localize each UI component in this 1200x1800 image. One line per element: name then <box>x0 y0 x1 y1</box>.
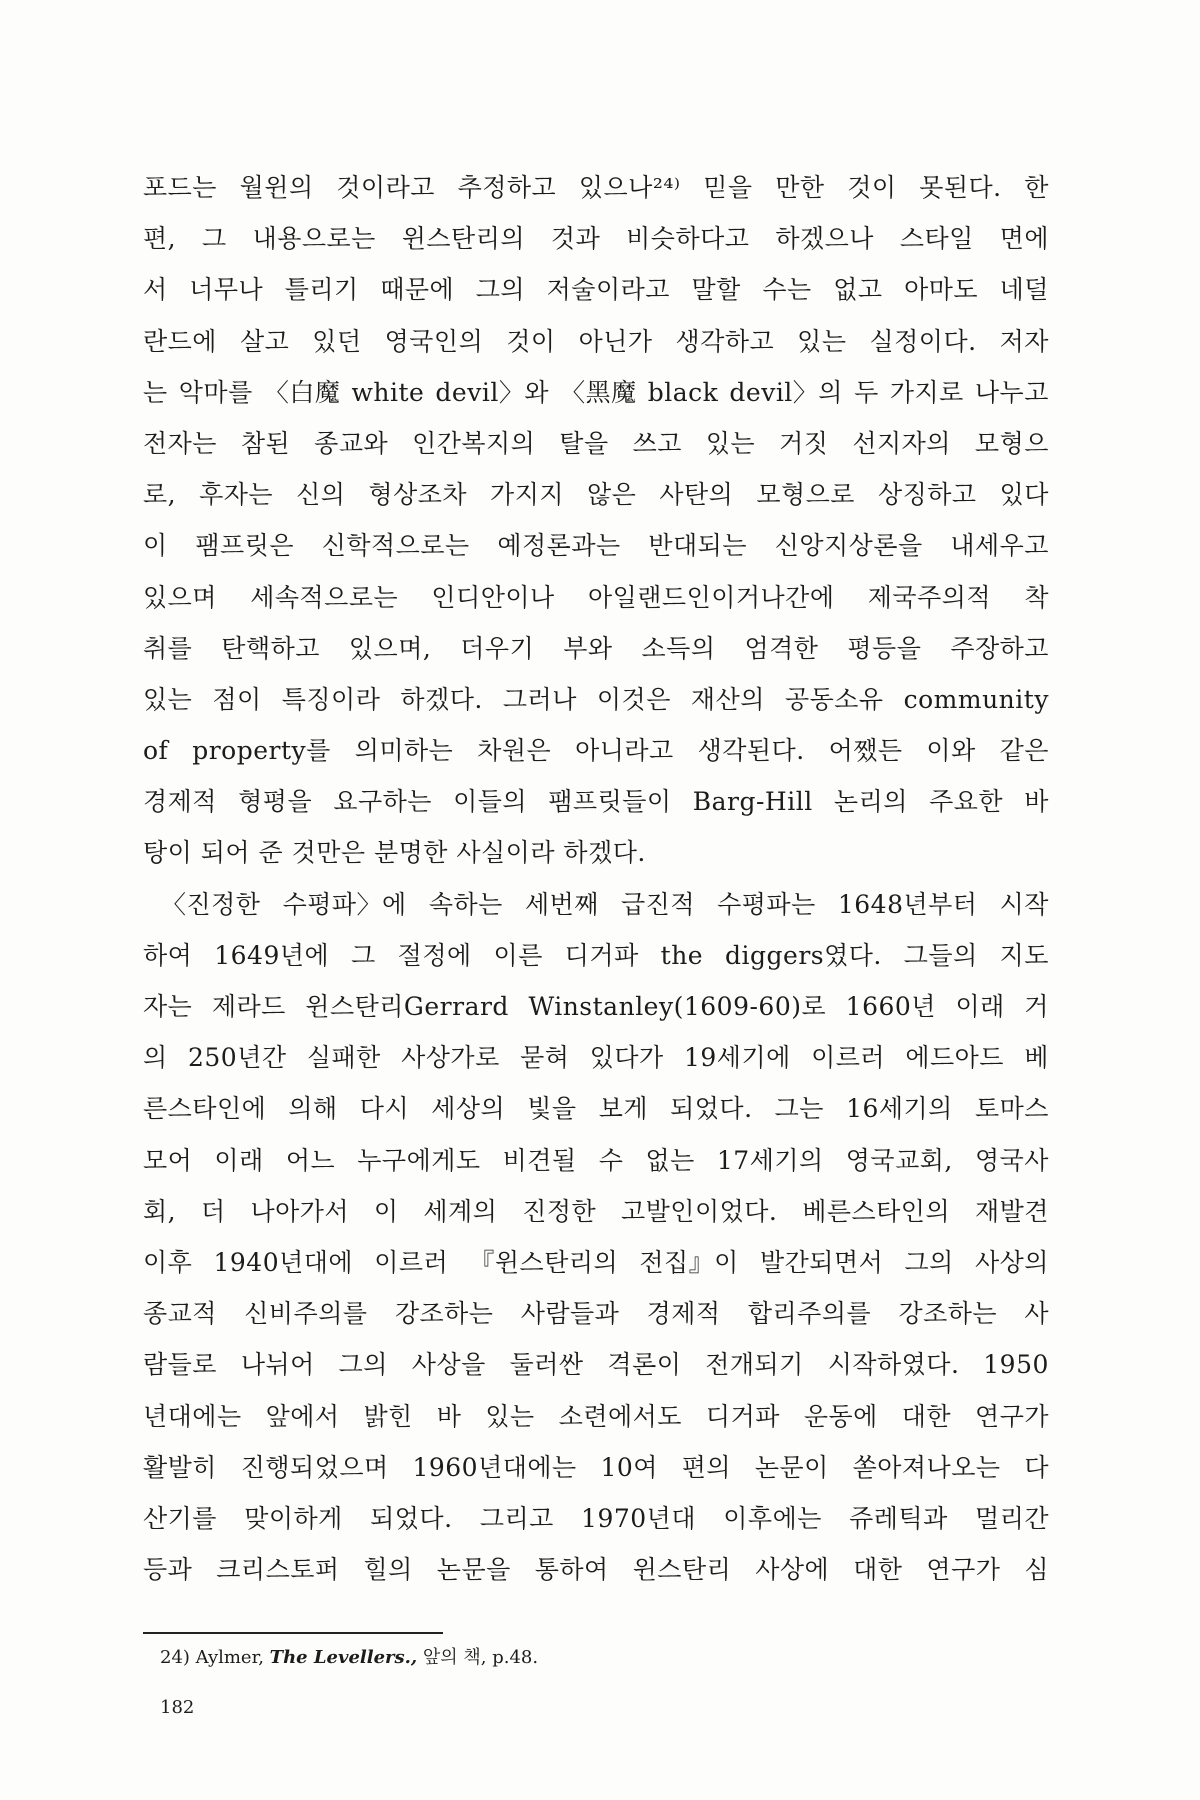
word: 실패한 <box>306 1043 381 1073</box>
word: 250년간 <box>187 1043 287 1073</box>
word: 살고 <box>239 326 290 356</box>
word: 않은 <box>587 480 637 510</box>
word: 둘러싼 <box>509 1350 584 1380</box>
word: 반대되는 <box>648 531 747 561</box>
footnote-author: Aylmer, <box>195 1647 264 1668</box>
word: 종교적 <box>143 1299 217 1329</box>
word: 다시 <box>359 1094 410 1124</box>
word: 이른 <box>493 940 543 970</box>
word: 전집』이 <box>639 1247 739 1277</box>
word: 등과 <box>143 1555 193 1585</box>
word: 아마도 <box>904 275 979 305</box>
word: 한 <box>1024 173 1049 202</box>
word: 후자는 <box>199 480 274 510</box>
word: 토마스 <box>974 1094 1049 1124</box>
word: 되었다. <box>370 1503 453 1533</box>
word: 전자는 <box>143 428 217 458</box>
word: 면에 <box>999 224 1049 254</box>
text-line <box>143 1135 1049 1186</box>
word: 쏟아져나오는 <box>852 1452 1001 1482</box>
word: 편의 <box>681 1452 732 1482</box>
word: 하겠다. <box>400 684 483 714</box>
word: devil〉의 <box>729 377 843 407</box>
word: 요구하는 <box>333 787 432 817</box>
word: 〈白魔 <box>263 377 341 407</box>
word: 베 <box>1024 1043 1049 1073</box>
word: 점이 <box>212 684 262 714</box>
word: 는 <box>143 377 168 407</box>
word: 이후에는 <box>723 1503 822 1533</box>
word: community <box>903 684 1049 714</box>
word: 것이 <box>506 326 556 356</box>
word: 사 <box>1024 1299 1049 1329</box>
word: 베른스타인의 <box>802 1196 951 1226</box>
word: 세속적으로는 <box>250 582 399 612</box>
word: 란드에 <box>143 326 217 356</box>
word: 람들로 <box>143 1350 217 1380</box>
word: 나누고 <box>974 377 1049 407</box>
word: 회, <box>143 1196 177 1226</box>
word: of <box>143 736 169 766</box>
word: 만한 <box>775 173 825 202</box>
word: 탈을 <box>559 428 609 458</box>
word: 어쨌든 <box>828 736 903 766</box>
word: 이들의 <box>453 787 528 817</box>
word: 1950 <box>983 1350 1049 1380</box>
word: 두 <box>854 377 879 407</box>
word: 착 <box>1024 582 1049 612</box>
word: 다 <box>1024 1452 1049 1482</box>
word: 공동소유 <box>784 684 884 714</box>
word: 지도 <box>999 940 1049 970</box>
word: 영국교회, <box>845 1145 953 1175</box>
footnote-rule <box>143 1632 443 1634</box>
word: 편, <box>143 224 177 254</box>
word: 팸프릿은 <box>195 531 294 561</box>
word: 1970년대 <box>581 1503 696 1533</box>
word: 어느 <box>285 1145 336 1175</box>
word: 수평파〉에 <box>282 889 407 919</box>
word: 합리주의를 <box>747 1299 872 1329</box>
word: 크리스토퍼 <box>216 1555 340 1585</box>
word: 세번째 <box>524 889 599 919</box>
word: 격론이 <box>607 1350 682 1380</box>
word: 절정에 <box>397 940 472 970</box>
word: devil〉와 <box>435 377 549 407</box>
word: 선지자의 <box>852 428 951 458</box>
text-line <box>143 418 1049 469</box>
word: 전개되기 <box>705 1350 804 1380</box>
word: 탄핵하고 <box>221 633 320 663</box>
word: 아닌가 <box>578 326 653 356</box>
word: 생각하고 <box>675 326 775 356</box>
word: 포드는 <box>143 173 217 202</box>
word: 예정론과는 <box>497 531 621 561</box>
text-line <box>143 1083 1049 1134</box>
word: 서 <box>143 275 168 305</box>
word: 쥬레틱과 <box>849 1503 948 1533</box>
text-line <box>143 981 1049 1032</box>
text-line <box>143 520 1049 571</box>
text-line <box>143 1032 1049 1083</box>
word: 아일랜드인이거나간에 <box>587 582 835 612</box>
word: 인디안이나 <box>431 582 555 612</box>
word: 자는 <box>143 992 193 1021</box>
word: diggers였다. <box>725 940 882 970</box>
word: 영국사 <box>974 1145 1049 1175</box>
word: 1649년에 <box>214 940 330 970</box>
word: 너무나 <box>189 275 264 305</box>
word: 있으나²⁴⁾ <box>578 173 681 202</box>
word: 의해 <box>288 1094 338 1124</box>
text-line <box>143 1391 1049 1442</box>
word: property를 <box>192 736 331 766</box>
word: 시작 <box>999 889 1049 919</box>
word: Winstanley(1609-60)로 <box>528 992 827 1021</box>
word: 논문이 <box>754 1452 829 1482</box>
word: 신비주의를 <box>244 1299 368 1329</box>
word: 못된다. <box>919 173 1002 202</box>
text-line <box>143 776 1049 827</box>
word: 16세기의 <box>846 1094 953 1124</box>
word: the <box>660 940 704 970</box>
word: 그들의 <box>903 940 978 970</box>
word: 의 <box>143 1043 168 1073</box>
word: 그의 <box>475 275 526 305</box>
word: 그의 <box>338 1350 388 1380</box>
word: 연구가 <box>926 1555 1001 1585</box>
text-line <box>143 1544 1049 1595</box>
footnote <box>160 1643 538 1669</box>
word: 네덜 <box>999 275 1049 305</box>
word: 진정한 <box>522 1196 597 1226</box>
word: 실정이다. <box>869 326 977 356</box>
word: 앞에서 <box>265 1401 340 1431</box>
word: 내용으로는 <box>252 224 376 254</box>
word: 있는 <box>485 1401 535 1431</box>
word: 디거파 <box>705 1401 780 1431</box>
text-line <box>143 316 1049 367</box>
word: 취를 <box>143 633 193 663</box>
text-line <box>143 725 1049 776</box>
word: 부와 <box>563 633 613 663</box>
word: 형상조차 <box>368 480 468 510</box>
word: 소득의 <box>641 633 716 663</box>
word: 팸프릿들이 <box>548 787 672 817</box>
word: 로, <box>143 480 177 510</box>
page-number: 182 <box>160 1697 195 1718</box>
word: 그러나 <box>502 684 577 714</box>
word: 주요한 <box>929 787 1004 817</box>
word: 모어 <box>143 1145 193 1175</box>
word: 운동에 <box>803 1401 878 1431</box>
word: 10여 <box>600 1452 658 1482</box>
word: 있다 <box>999 480 1049 510</box>
word: 내세우고 <box>950 531 1049 561</box>
footnote-number: 24) <box>160 1647 190 1668</box>
text-line <box>143 1339 1049 1390</box>
word: 거짓 <box>779 428 829 458</box>
word: 것이라고 <box>336 173 435 202</box>
word: 있다가 <box>589 1043 664 1073</box>
word: 통하여 <box>534 1555 609 1585</box>
word: 있는 <box>797 326 847 356</box>
footnote-rest: 앞의 책, p.48. <box>422 1647 539 1668</box>
text-line <box>143 623 1049 674</box>
word: 세계의 <box>423 1196 498 1226</box>
word: 틀리기 <box>284 275 359 305</box>
word: 강조하는 <box>898 1299 998 1329</box>
word: 상징하고 <box>877 480 977 510</box>
word: 그 <box>351 940 376 970</box>
word: 활발히 <box>143 1452 217 1482</box>
word: 1648년부터 <box>837 889 978 919</box>
word: 재산의 <box>690 684 765 714</box>
text-line <box>143 572 1049 623</box>
word: 그의 <box>904 1247 954 1277</box>
word: 윈스탄리Gerrard <box>305 992 509 1021</box>
word: 바 <box>1024 787 1049 817</box>
word: 되었다. <box>670 1094 753 1124</box>
word: 연구가 <box>975 1401 1049 1431</box>
word: 생각된다. <box>697 736 805 766</box>
word: 형평을 <box>238 787 313 817</box>
word: 비견될 <box>502 1145 577 1175</box>
word: 수평파는 <box>717 889 816 919</box>
word: 추정하고 <box>457 173 557 202</box>
word: 이 <box>373 1196 399 1226</box>
word: 월윈의 <box>239 173 314 202</box>
word: 이것은 <box>596 684 671 714</box>
word: 영국인의 <box>384 326 484 356</box>
word: 1660년 <box>845 992 936 1021</box>
word: 사상가로 <box>401 1043 500 1073</box>
word: 발간되면서 <box>760 1247 884 1277</box>
word: 대한 <box>853 1555 903 1585</box>
word: Barg-Hill <box>692 787 813 817</box>
word: 수 <box>598 1145 624 1175</box>
word: 논문을 <box>436 1555 511 1585</box>
word: 1960년대에는 <box>412 1452 577 1482</box>
word: 사상을 <box>411 1350 486 1380</box>
word: 말할 <box>691 275 741 305</box>
word: 19세기에 <box>683 1043 791 1073</box>
word: 밝힌 <box>363 1401 413 1431</box>
word: 1940년대에 <box>213 1247 354 1277</box>
word: 사상의 <box>974 1247 1049 1277</box>
word: 〈진정한 <box>161 889 261 919</box>
word: 때문에 <box>380 275 455 305</box>
word: 이래 <box>214 1145 264 1175</box>
word: 〈黑魔 <box>560 377 637 407</box>
word: 대한 <box>901 1401 952 1431</box>
word: 인간복지의 <box>412 428 536 458</box>
word: 수는 <box>762 275 812 305</box>
word: 산기를 <box>143 1503 217 1533</box>
word: 소련에서도 <box>558 1401 682 1431</box>
word: 급진적 <box>621 889 695 919</box>
body-text <box>143 162 1049 1595</box>
word: 주장하고 <box>950 633 1049 663</box>
word: 종교와 <box>314 428 389 458</box>
word: 엄격한 <box>744 633 819 663</box>
word: 논리의 <box>833 787 908 817</box>
word: 년대에는 <box>143 1401 242 1431</box>
word: 있으며, <box>348 633 432 663</box>
word: 이르러 <box>374 1247 449 1277</box>
word: 가지지 <box>490 480 564 510</box>
text-line <box>143 213 1049 264</box>
word: 누구에게도 <box>357 1145 481 1175</box>
word: 거 <box>1024 992 1049 1021</box>
word: 의미하는 <box>354 736 454 766</box>
word: 강조하는 <box>394 1299 494 1329</box>
word: 특징이라 <box>281 684 381 714</box>
word: 참된 <box>240 428 291 458</box>
word: 심 <box>1024 1555 1049 1585</box>
word: 없고 <box>833 275 883 305</box>
text-line <box>143 1186 1049 1237</box>
word: 윈스탄리 <box>632 1555 732 1585</box>
word: 더우기 <box>460 633 535 663</box>
word: 이래 <box>955 992 1005 1021</box>
text-line <box>143 930 1049 981</box>
text-line <box>143 1288 1049 1339</box>
word: 비슷하다고 <box>626 224 750 254</box>
word: 디거파 <box>564 940 639 970</box>
word: 있으며 <box>143 582 217 612</box>
word: 이르러 <box>811 1043 886 1073</box>
word: 제라드 <box>211 992 286 1021</box>
word: 아니라고 <box>575 736 674 766</box>
word: 속하는 <box>428 889 503 919</box>
footnote-title: The Levellers., <box>269 1647 418 1668</box>
word: 사탄의 <box>659 480 734 510</box>
word: 에드아드 <box>905 1043 1004 1073</box>
text-line <box>143 1237 1049 1288</box>
word: black <box>647 377 719 407</box>
word: 그 <box>202 224 227 254</box>
word: 신앙지상론을 <box>774 531 923 561</box>
word: 윈스탄리의 <box>401 224 526 254</box>
word: 나아가서 <box>250 1196 350 1226</box>
word: 신의 <box>296 480 346 510</box>
word: 고발인이었다. <box>621 1196 778 1226</box>
word: 평등을 <box>847 633 922 663</box>
word: 힐의 <box>363 1555 413 1585</box>
word: 시작하였다. <box>827 1350 960 1380</box>
word: 사람들과 <box>520 1299 620 1329</box>
word: 쓰고 <box>632 428 682 458</box>
word: 그리고 <box>479 1503 554 1533</box>
word: 이와 <box>926 736 976 766</box>
text-line <box>143 1442 1049 1493</box>
word: 재발견 <box>974 1196 1049 1226</box>
word: 17세기의 <box>716 1145 824 1175</box>
word: 하겠으나 <box>775 224 874 254</box>
text-line <box>143 162 1049 213</box>
word: 『윈스탄리의 <box>469 1247 619 1277</box>
word: 가지로 <box>889 377 964 407</box>
word: 악마를 <box>178 377 253 407</box>
word: 진행되었으며 <box>240 1452 389 1482</box>
word: 나뉘어 <box>240 1350 315 1380</box>
text-line <box>143 469 1049 520</box>
text-line <box>143 367 1049 418</box>
word: 바 <box>436 1401 462 1431</box>
word: 하여 <box>143 940 193 970</box>
word: 모형으 <box>974 428 1049 458</box>
word: 경제적 <box>143 787 217 817</box>
word: 것과 <box>550 224 601 254</box>
word: 믿을 <box>703 173 753 202</box>
text-line <box>143 1493 1049 1544</box>
text-line <box>143 879 1049 930</box>
text-line <box>143 264 1049 315</box>
word: 른스타인에 <box>143 1094 267 1124</box>
word: 있는 <box>143 684 193 714</box>
word: 제국주의적 <box>867 582 992 612</box>
word: 사상에 <box>755 1555 830 1585</box>
word: 맞이하게 <box>244 1503 343 1533</box>
word: 저술이라고 <box>546 275 670 305</box>
text-line <box>143 674 1049 725</box>
word: 스타일 <box>899 224 974 254</box>
text-line: 탕이 되어 준 것만은 분명한 사실이라 하겠다. <box>143 838 646 868</box>
word: 같은 <box>999 736 1049 766</box>
word: 묻혀 <box>520 1043 570 1073</box>
word: 더 <box>200 1196 226 1226</box>
word: 저자 <box>999 326 1049 356</box>
word: 있던 <box>312 326 362 356</box>
word: 없는 <box>645 1145 695 1175</box>
word: 보게 <box>598 1094 649 1124</box>
word: 있는 <box>705 428 756 458</box>
word: 빛을 <box>527 1094 577 1124</box>
word: 것이 <box>847 173 897 202</box>
word: 멀리간 <box>975 1503 1049 1533</box>
word: 그는 <box>774 1094 824 1124</box>
word: 차원은 <box>477 736 552 766</box>
word: 이 <box>143 531 168 561</box>
word: 신학적으로는 <box>321 531 470 561</box>
word: 모형으로 <box>756 480 855 510</box>
word: 세상의 <box>431 1094 506 1124</box>
word: 경제적 <box>646 1299 721 1329</box>
word: white <box>351 377 425 407</box>
word: 이후 <box>143 1247 193 1277</box>
